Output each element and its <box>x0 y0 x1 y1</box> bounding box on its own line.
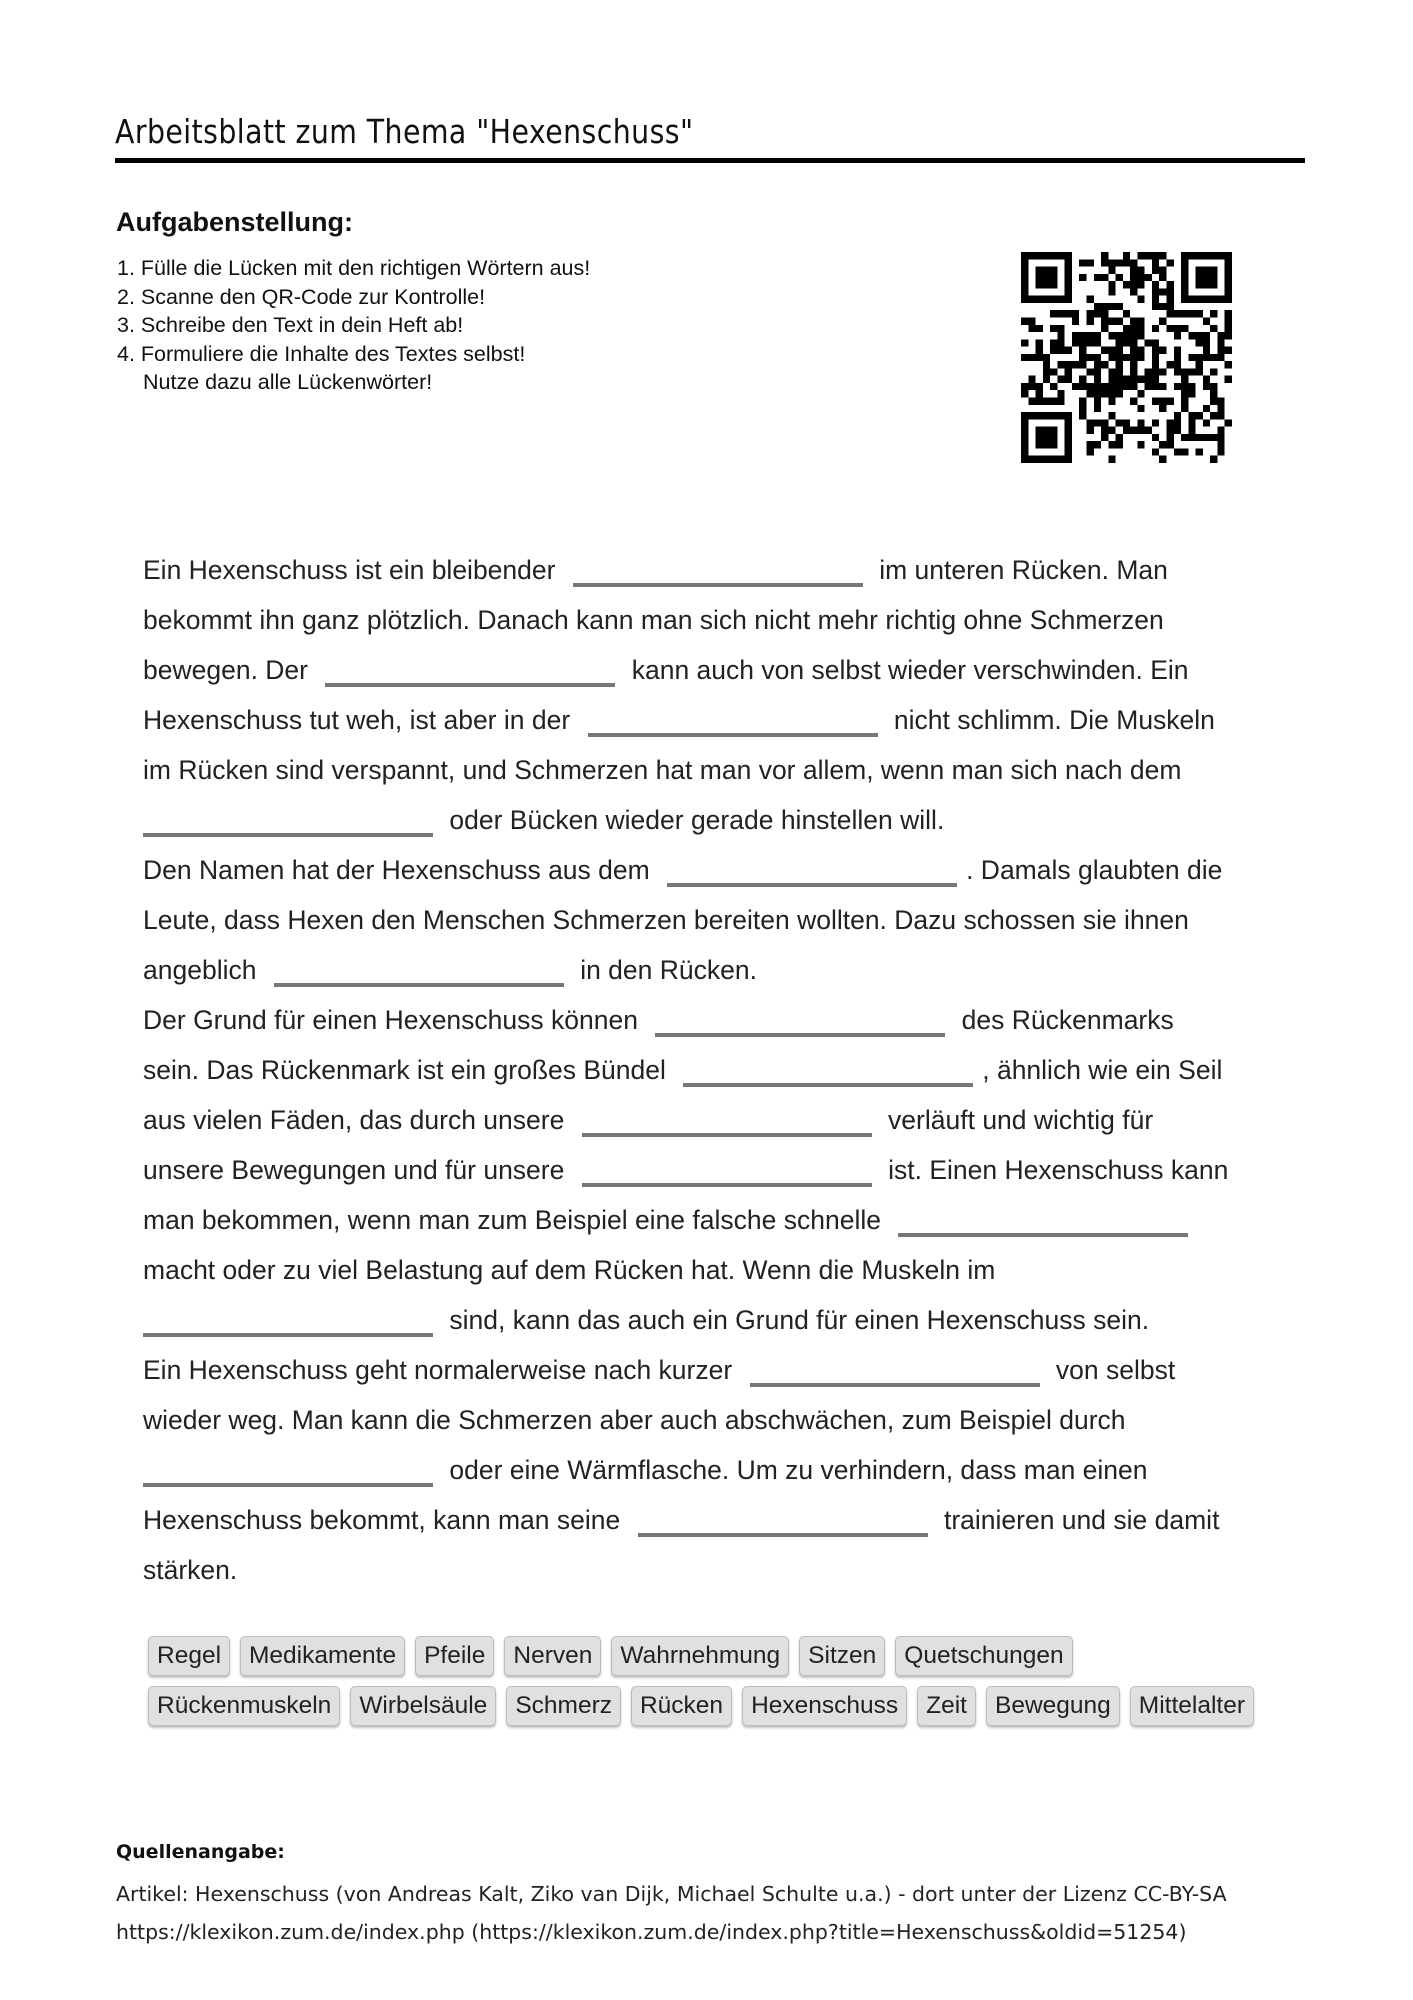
title-divider <box>115 158 1305 163</box>
text-segment: in den Rücken. <box>572 955 757 985</box>
task-item: 4. Formuliere die Inhalte des Textes selbst! <box>117 341 526 366</box>
text-segment: kann auch von selbst wieder verschwinden. Ein <box>624 655 1189 685</box>
word-chip[interactable]: Zeit <box>917 1686 976 1726</box>
blank-gap[interactable] <box>274 953 564 987</box>
text-line <box>143 548 1293 598</box>
blank-gap[interactable] <box>143 1453 433 1487</box>
text-segment: macht oder zu viel Belastung auf dem Rücken hat. Wenn die Muskeln im <box>143 1255 996 1285</box>
text-segment: trainieren und sie damit <box>936 1505 1220 1535</box>
blank-gap[interactable] <box>582 1153 872 1187</box>
task-item: 3. Schreibe den Text in dein Heft ab! <box>117 313 464 337</box>
text-segment: aus vielen Fäden, das durch unsere <box>143 1105 572 1135</box>
word-chip[interactable]: Wahrnehmung <box>611 1636 789 1676</box>
blank-gap[interactable] <box>582 1103 872 1137</box>
source-heading: Quellenangabe: <box>116 1841 285 1863</box>
blank-gap[interactable] <box>655 1003 945 1037</box>
blank-gap[interactable] <box>325 653 615 687</box>
text-segment: , ähnlich wie ein Seil <box>982 1055 1223 1085</box>
text-segment: Leute, dass Hexen den Menschen Schmerzen bereiten wollten. Dazu schossen sie ihnen <box>143 905 1189 935</box>
text-line <box>143 1048 1293 1098</box>
blank-gap[interactable] <box>143 1303 433 1337</box>
text-segment: man bekommen, wenn man zum Beispiel eine falsche schnelle <box>143 1205 889 1235</box>
text-segment: bekommt ihn ganz plötzlich. Danach kann man sich nicht mehr richtig ohne Schmerzen <box>143 605 1164 635</box>
page-title: Arbeitsblatt zum Thema "Hexenschuss" <box>115 112 694 151</box>
text-segment: sein. Das Rückenmark ist ein großes Bündel <box>143 1055 674 1085</box>
text-segment: angeblich <box>143 955 264 985</box>
text-line <box>143 648 1293 698</box>
text-segment: bewegen. Der <box>143 655 316 685</box>
text-segment: Ein Hexenschuss geht normalerweise nach kurzer <box>143 1355 740 1385</box>
task-item: 2. Scanne den QR-Code zur Kontrolle! <box>117 284 486 309</box>
word-chip[interactable]: Hexenschuss <box>742 1686 907 1726</box>
text-segment: sind, kann das auch ein Grund für einen Hexenschuss sein. <box>442 1305 1150 1335</box>
blank-gap[interactable] <box>898 1203 1188 1237</box>
word-chip[interactable]: Rückenmuskeln <box>148 1686 340 1726</box>
qr-code-icon[interactable] <box>1021 252 1232 463</box>
word-chip[interactable]: Sitzen <box>799 1636 885 1676</box>
word-bank-row <box>148 1636 1308 1686</box>
text-line <box>143 948 1293 998</box>
text-line <box>143 1448 1293 1498</box>
text-segment: nicht schlimm. Die Muskeln <box>886 705 1215 735</box>
word-bank <box>148 1636 1308 1736</box>
text-segment: Hexenschuss bekommt, kann man seine <box>143 1505 628 1535</box>
text-segment: ist. Einen Hexenschuss kann <box>880 1155 1229 1185</box>
task-item: Nutze dazu alle Lückenwörter! <box>143 370 433 394</box>
text-line <box>143 598 1293 648</box>
source-url[interactable]: https://klexikon.zum.de/index.php (https://klexikon.zum.de/index.php?title=Hexenschuss&oldid=51254) <box>116 1920 1187 1944</box>
word-chip[interactable]: Pfeile <box>415 1636 494 1676</box>
text-line <box>143 1248 1293 1298</box>
text-segment: stärken. <box>143 1555 238 1585</box>
text-line <box>143 898 1293 948</box>
text-line <box>143 748 1293 798</box>
text-line <box>143 798 1293 848</box>
blank-gap[interactable] <box>573 553 863 587</box>
text-line <box>143 1498 1293 1548</box>
task-list <box>117 254 590 397</box>
text-segment: des Rückenmarks <box>954 1005 1174 1035</box>
text-line <box>143 848 1293 898</box>
text-line <box>143 1348 1293 1398</box>
blank-gap[interactable] <box>638 1503 928 1537</box>
text-segment: Den Namen hat der Hexenschuss aus dem <box>143 855 658 885</box>
blank-gap[interactable] <box>683 1053 973 1087</box>
text-segment: oder Bücken wieder gerade hinstellen will. <box>442 805 945 835</box>
text-line <box>143 1298 1293 1348</box>
source-article: Artikel: Hexenschuss (von Andreas Kalt, Ziko van Dijk, Michael Schulte u.a.) - dort unter der Lizenz CC-BY-SA <box>116 1882 1227 1906</box>
text-line <box>143 1148 1293 1198</box>
text-segment: oder eine Wärmflasche. Um zu verhindern, dass man einen <box>442 1455 1148 1485</box>
text-line <box>143 1548 1293 1598</box>
text-segment: verläuft und wichtig für <box>880 1105 1154 1135</box>
word-chip[interactable]: Quetschungen <box>895 1636 1072 1676</box>
text-line <box>143 1198 1293 1248</box>
word-chip[interactable]: Medikamente <box>240 1636 405 1676</box>
word-chip[interactable]: Mittelalter <box>1130 1686 1254 1726</box>
word-bank-row <box>148 1686 1308 1736</box>
text-segment: unsere Bewegungen und für unsere <box>143 1155 572 1185</box>
word-chip[interactable]: Schmerz <box>506 1686 621 1726</box>
text-segment: von selbst <box>1048 1355 1176 1385</box>
blank-gap[interactable] <box>750 1353 1040 1387</box>
blank-gap[interactable] <box>588 703 878 737</box>
word-chip[interactable]: Nerven <box>504 1636 601 1676</box>
text-line <box>143 998 1293 1048</box>
blank-gap[interactable] <box>667 853 957 887</box>
text-segment: Hexenschuss tut weh, ist aber in der <box>143 705 578 735</box>
word-chip[interactable]: Regel <box>148 1636 230 1676</box>
text-line <box>143 698 1293 748</box>
blank-gap[interactable] <box>143 803 433 837</box>
task-item: 1. Fülle die Lücken mit den richtigen Wörtern aus! <box>117 256 591 280</box>
text-line <box>143 1098 1293 1148</box>
text-segment: Der Grund für einen Hexenschuss können <box>143 1005 646 1035</box>
text-segment: wieder weg. Man kann die Schmerzen aber auch abschwächen, zum Beispiel durch <box>143 1405 1126 1435</box>
word-chip[interactable]: Bewegung <box>986 1686 1120 1726</box>
word-chip[interactable]: Rücken <box>631 1686 732 1726</box>
task-heading: Aufgabenstellung: <box>116 207 353 237</box>
text-line <box>143 1398 1293 1448</box>
text-segment: im unteren Rücken. Man <box>871 555 1168 585</box>
text-segment: Ein Hexenschuss ist ein bleibender <box>143 555 563 585</box>
word-chip[interactable]: Wirbelsäule <box>350 1686 496 1726</box>
cloze-text <box>143 548 1293 1598</box>
text-segment: im Rücken sind verspannt, und Schmerzen hat man vor allem, wenn man sich nach dem <box>143 755 1182 785</box>
text-segment: . Damals glaubten die <box>966 855 1223 885</box>
